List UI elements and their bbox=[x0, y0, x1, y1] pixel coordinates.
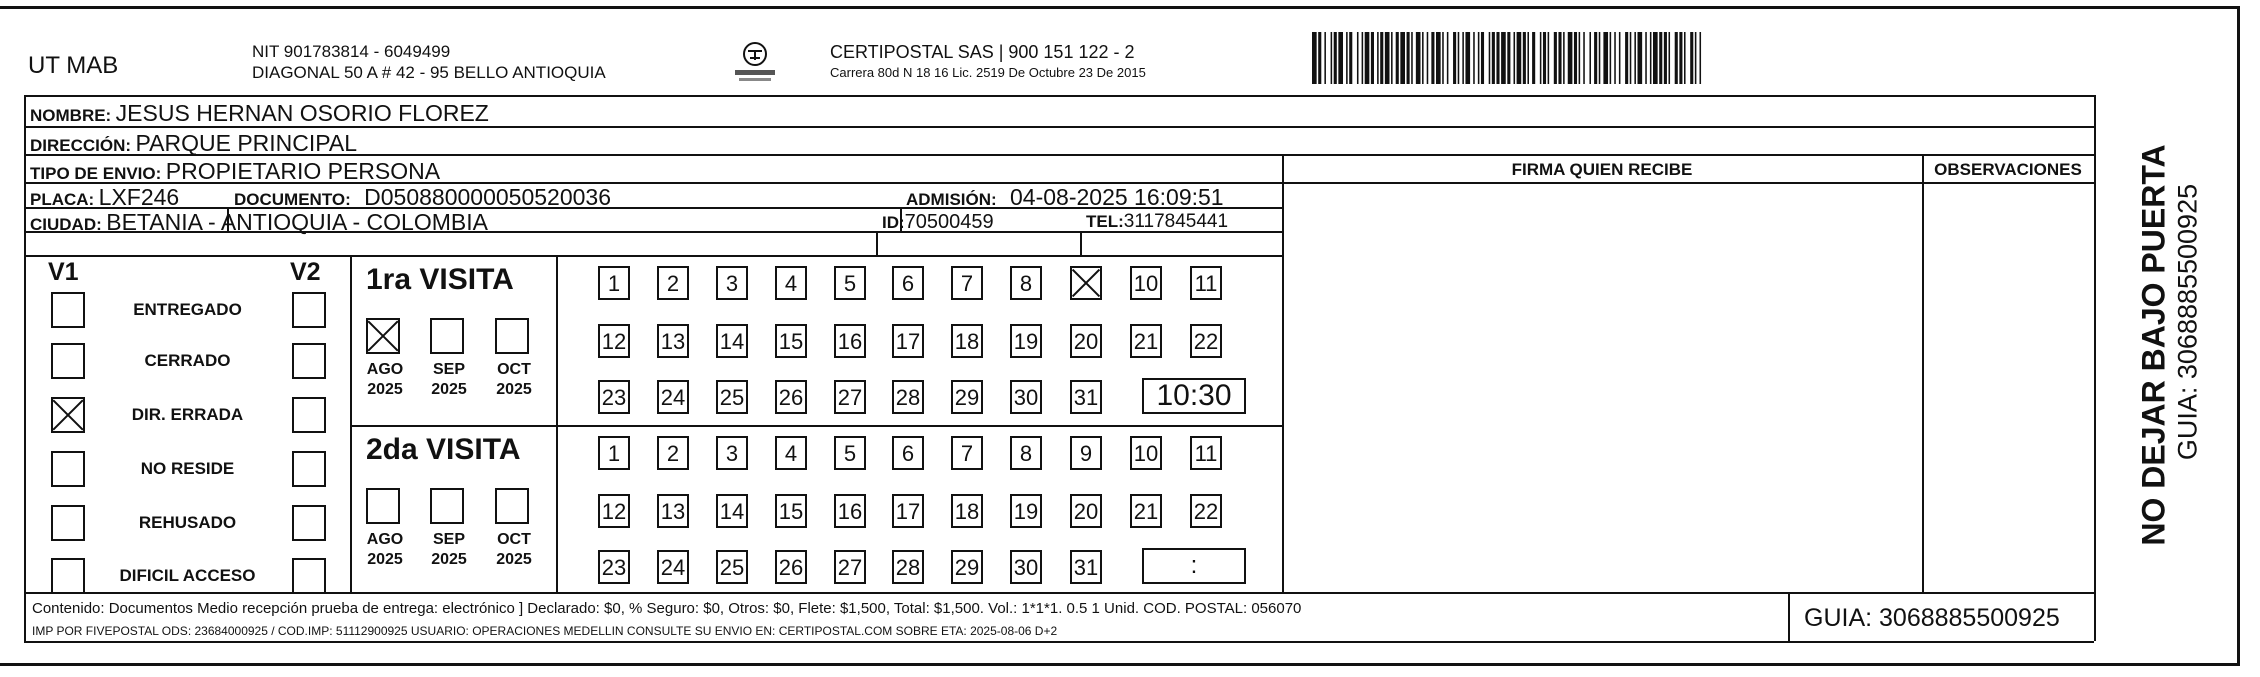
day-box[interactable]: 7 bbox=[951, 266, 983, 300]
day-box[interactable]: 25 bbox=[716, 550, 748, 584]
visit-time-box[interactable]: : bbox=[1142, 548, 1246, 584]
day-box[interactable]: 12 bbox=[598, 494, 630, 528]
day-box[interactable]: 16 bbox=[834, 324, 866, 358]
month-label: AGO 2025 bbox=[366, 531, 404, 568]
footer-contents: Contenido: Documentos Medio recepción prueba de entrega: electrónico ] Declarado: $0, % Seguro: $0, Otros: $0, Flete: $1,500, Total: $1,500. Vol.: 1*1*1. 0.5 1 Unid. COD. POSTAL: 056070 bbox=[32, 600, 1302, 617]
documento-field: DOCUMENTO: D050880000050520036 bbox=[234, 184, 611, 210]
day-box[interactable]: 4 bbox=[775, 266, 807, 300]
day-box[interactable]: 2 bbox=[657, 436, 689, 470]
company-name: UT MAB bbox=[28, 52, 119, 79]
day-box[interactable]: 21 bbox=[1130, 324, 1162, 358]
status-label: CERRADO bbox=[144, 351, 231, 370]
day-box[interactable]: 4 bbox=[775, 436, 807, 470]
tel-value: 3117845441 bbox=[1123, 211, 1229, 232]
ciudad-field: CIUDAD: BETANIA - ANTIOQUIA - COLOMBIA bbox=[30, 209, 488, 235]
day-box[interactable]: 10 bbox=[1130, 436, 1162, 470]
status-label: REHUSADO bbox=[138, 513, 237, 532]
day-box[interactable]: 13 bbox=[657, 494, 689, 528]
day-box[interactable]: 15 bbox=[775, 494, 807, 528]
v2-checkbox[interactable] bbox=[292, 451, 326, 487]
firma-header: FIRMA QUIEN RECIBE bbox=[1511, 160, 1693, 179]
month-label: OCT 2025 bbox=[496, 531, 532, 568]
v1-checkbox[interactable] bbox=[51, 505, 85, 541]
carrier-address: Carrera 80d N 18 16 Lic. 2519 De Octubre 23 De 2015 bbox=[830, 65, 1146, 80]
day-box[interactable]: 31 bbox=[1070, 550, 1102, 584]
v2-checkbox[interactable] bbox=[292, 397, 326, 433]
month-label: AGO 2025 bbox=[366, 361, 404, 398]
placa-field: PLACA: LXF246 bbox=[30, 184, 180, 210]
month-checkbox[interactable] bbox=[366, 318, 400, 354]
v2-checkbox[interactable] bbox=[292, 343, 326, 379]
day-box[interactable]: 23 bbox=[598, 380, 630, 414]
v1-checkbox[interactable] bbox=[51, 558, 85, 594]
day-box[interactable]: 16 bbox=[834, 494, 866, 528]
month-label: SEP 2025 bbox=[431, 361, 467, 398]
day-box[interactable]: 20 bbox=[1070, 494, 1102, 528]
day-box[interactable]: 18 bbox=[951, 324, 983, 358]
day-box[interactable]: 1 bbox=[598, 266, 630, 300]
carrier-name: CERTIPOSTAL SAS | 900 151 122 - 2 bbox=[830, 42, 1135, 62]
day-box[interactable]: 22 bbox=[1190, 324, 1222, 358]
tipo-envio-field: TIPO DE ENVIO: PROPIETARIO PERSONA bbox=[30, 158, 441, 184]
day-box[interactable]: 17 bbox=[892, 324, 924, 358]
day-box[interactable]: 11 bbox=[1190, 266, 1222, 300]
day-box[interactable]: 14 bbox=[716, 494, 748, 528]
admision-field: ADMISIÓN: 04-08-2025 16:09:51 bbox=[906, 184, 1224, 210]
status-label: ENTREGADO bbox=[133, 300, 242, 319]
day-box[interactable]: 27 bbox=[834, 550, 866, 584]
month-checkbox[interactable] bbox=[366, 488, 400, 524]
day-box[interactable]: 29 bbox=[951, 380, 983, 414]
day-box[interactable]: 2 bbox=[657, 266, 689, 300]
month-label: OCT 2025 bbox=[496, 361, 532, 398]
visit-title: 2da VISITA bbox=[366, 433, 521, 466]
documento-value: D050880000050520036 bbox=[364, 184, 611, 210]
day-box[interactable]: 31 bbox=[1070, 380, 1102, 414]
nombre-field: NOMBRE: JESUS HERNAN OSORIO FLOREZ bbox=[30, 100, 489, 126]
observaciones-header: OBSERVACIONES bbox=[1934, 160, 2082, 179]
day-box[interactable]: 26 bbox=[775, 380, 807, 414]
day-box[interactable]: 30 bbox=[1010, 550, 1042, 584]
day-box[interactable]: 25 bbox=[716, 380, 748, 414]
tel-field: TEL:3117845441 bbox=[1086, 211, 1229, 232]
day-box[interactable]: 6 bbox=[892, 436, 924, 470]
id-field: ID:70500459 bbox=[882, 211, 994, 233]
status-label: NO RESIDE bbox=[140, 459, 235, 478]
v2-checkbox[interactable] bbox=[292, 292, 326, 328]
day-box[interactable]: 24 bbox=[657, 550, 689, 584]
visit-title: 1ra VISITA bbox=[366, 263, 514, 296]
status-label: DIFICIL ACCESO bbox=[119, 566, 256, 585]
month-label: SEP 2025 bbox=[431, 531, 467, 568]
day-box[interactable] bbox=[1070, 266, 1102, 300]
placa-value: LXF246 bbox=[98, 184, 180, 210]
v1-checkbox[interactable] bbox=[51, 343, 85, 379]
certipostal-logo bbox=[733, 38, 777, 86]
day-box[interactable]: 3 bbox=[716, 266, 748, 300]
admision-value: 04-08-2025 16:09:51 bbox=[1010, 184, 1224, 210]
day-box[interactable]: 12 bbox=[598, 324, 630, 358]
day-box[interactable]: 29 bbox=[951, 550, 983, 584]
day-box[interactable]: 15 bbox=[775, 324, 807, 358]
footer-print-info: IMP POR FIVEPOSTAL ODS: 23684000925 / COD.IMP: 51112900925 USUARIO: OPERACIONES MEDELLIN CONSULTE SU ENVIO EN: CERTIPOSTAL.COM SOBRE ETA: 2025-08-06 D+2 bbox=[32, 624, 1058, 638]
month-checkbox[interactable] bbox=[495, 318, 529, 354]
v1-checkbox[interactable] bbox=[51, 451, 85, 487]
day-box[interactable]: 27 bbox=[834, 380, 866, 414]
v2-checkbox[interactable] bbox=[292, 505, 326, 541]
day-box[interactable]: 22 bbox=[1190, 494, 1222, 528]
no-dejar-warning: NO DEJAR BAJO PUERTA bbox=[2135, 144, 2172, 546]
company-address: DIAGONAL 50 A # 42 - 95 BELLO ANTIOQUIA bbox=[252, 63, 606, 82]
day-box[interactable]: 24 bbox=[657, 380, 689, 414]
day-box[interactable]: 14 bbox=[716, 324, 748, 358]
v1-label: V1 bbox=[48, 258, 79, 286]
day-box[interactable]: 7 bbox=[951, 436, 983, 470]
visit-time-box[interactable]: 10:30 bbox=[1142, 378, 1246, 414]
day-box[interactable]: 18 bbox=[951, 494, 983, 528]
tipo-envio-value: PROPIETARIO PERSONA bbox=[165, 158, 441, 184]
v1-checkbox[interactable] bbox=[51, 397, 85, 433]
day-box[interactable]: 28 bbox=[892, 380, 924, 414]
day-box[interactable]: 19 bbox=[1010, 324, 1042, 358]
day-box[interactable]: 26 bbox=[775, 550, 807, 584]
day-box[interactable]: 23 bbox=[598, 550, 630, 584]
footer-guia: GUIA: 3068885500925 bbox=[1804, 604, 2060, 632]
day-box[interactable]: 28 bbox=[892, 550, 924, 584]
barcode bbox=[1312, 32, 1948, 84]
day-box[interactable]: 17 bbox=[892, 494, 924, 528]
day-box[interactable]: 19 bbox=[1010, 494, 1042, 528]
day-box[interactable]: 8 bbox=[1010, 266, 1042, 300]
day-box[interactable]: 3 bbox=[716, 436, 748, 470]
v2-label: V2 bbox=[290, 258, 321, 286]
status-label: DIR. ERRADA bbox=[131, 405, 244, 424]
v1-checkbox[interactable] bbox=[51, 292, 85, 328]
day-box[interactable]: 20 bbox=[1070, 324, 1102, 358]
company-nit: NIT 901783814 - 6049499 bbox=[252, 42, 451, 61]
ciudad-value: BETANIA - ANTIOQUIA - COLOMBIA bbox=[106, 209, 488, 235]
day-box[interactable]: 8 bbox=[1010, 436, 1042, 470]
direccion-field: DIRECCIÓN: PARQUE PRINCIPAL bbox=[30, 130, 358, 156]
day-box[interactable]: 5 bbox=[834, 436, 866, 470]
day-box[interactable]: 5 bbox=[834, 266, 866, 300]
direccion-value: PARQUE PRINCIPAL bbox=[135, 130, 358, 156]
month-checkbox[interactable] bbox=[430, 318, 464, 354]
day-box[interactable]: 1 bbox=[598, 436, 630, 470]
id-value: 70500459 bbox=[904, 211, 994, 233]
day-box[interactable]: 30 bbox=[1010, 380, 1042, 414]
month-checkbox[interactable] bbox=[430, 488, 464, 524]
day-box[interactable]: 6 bbox=[892, 266, 924, 300]
day-box[interactable]: 21 bbox=[1130, 494, 1162, 528]
side-guia: GUIA: 3068885500925 bbox=[2172, 183, 2203, 461]
day-box[interactable]: 13 bbox=[657, 324, 689, 358]
nombre-value: JESUS HERNAN OSORIO FLOREZ bbox=[115, 100, 489, 126]
month-checkbox[interactable] bbox=[495, 488, 529, 524]
day-box[interactable]: 11 bbox=[1190, 436, 1222, 470]
day-box[interactable]: 10 bbox=[1130, 266, 1162, 300]
v2-checkbox[interactable] bbox=[292, 558, 326, 594]
day-box[interactable]: 9 bbox=[1070, 436, 1102, 470]
